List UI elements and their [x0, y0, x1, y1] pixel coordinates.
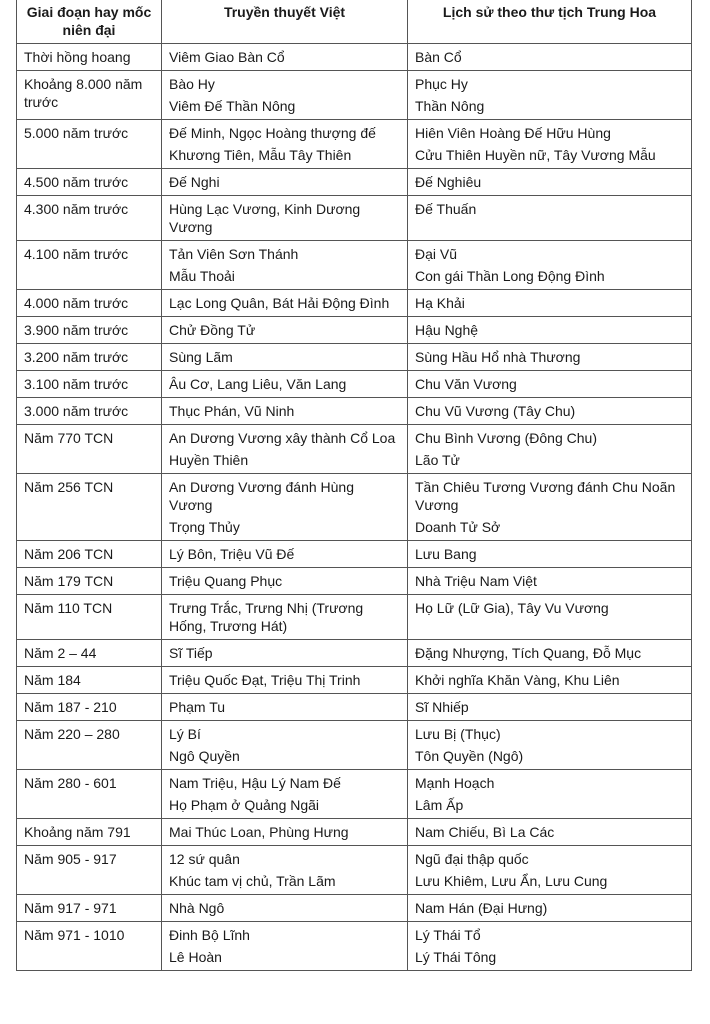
- cell-line: Mai Thúc Loan, Phùng Hưng: [169, 824, 349, 840]
- period-cell: 4.100 năm trước: [17, 241, 162, 290]
- table-row: [17, 770, 692, 819]
- cell-line: Con gái Thần Long Động Đình: [415, 268, 605, 284]
- chinese-history-cell: [408, 344, 692, 371]
- cell-line: Đế Nghi: [169, 174, 220, 190]
- viet-legend-cell: [162, 44, 408, 71]
- cell-line: Âu Cơ, Lang Liêu, Văn Lang: [169, 376, 347, 392]
- cell-line: Hiên Viên Hoàng Đế Hữu Hùng: [415, 125, 611, 141]
- period-cell: 3.900 năm trước: [17, 317, 162, 344]
- table-row: [17, 425, 692, 474]
- cell-line: Họ Phạm ở Quảng Ngãi: [169, 797, 320, 813]
- period-cell: Năm 256 TCN: [17, 474, 162, 541]
- cell-line: Doanh Tử Sở: [415, 519, 501, 535]
- cell-line: Lý Bôn, Triệu Vũ Đế: [169, 546, 295, 562]
- viet-legend-cell: [162, 425, 408, 474]
- period-cell: Năm 2 – 44: [17, 640, 162, 667]
- viet-legend-cell: [162, 317, 408, 344]
- viet-legend-cell: [162, 595, 408, 640]
- cell-line: Sĩ Tiếp: [169, 645, 213, 661]
- chinese-history-cell: [408, 290, 692, 317]
- viet-legend-cell: [162, 474, 408, 541]
- cell-line: Lưu Bang: [415, 546, 477, 562]
- header-period: Giai đoạn hay mốc niên đại: [17, 0, 162, 44]
- viet-legend-cell: [162, 541, 408, 568]
- table-row: [17, 241, 692, 290]
- cell-line: Nam Hán (Đại Hưng): [415, 900, 548, 916]
- viet-legend-cell: [162, 922, 408, 971]
- cell-line: Sĩ Nhiếp: [415, 699, 469, 715]
- cell-line: Thục Phán, Vũ Ninh: [169, 403, 295, 419]
- cell-line: Tần Chiêu Tương Vương đánh Chu Noãn Vương: [415, 479, 676, 513]
- table-row: [17, 196, 692, 241]
- cell-line: Triệu Quang Phục: [169, 573, 283, 589]
- chinese-history-cell: [408, 425, 692, 474]
- chinese-history-cell: [408, 770, 692, 819]
- cell-line: Lạc Long Quân, Bát Hải Động Đình: [169, 295, 390, 311]
- viet-legend-cell: [162, 770, 408, 819]
- cell-line: Khúc tam vị chủ, Trần Lãm: [169, 873, 336, 889]
- cell-line: Hậu Nghệ: [415, 322, 479, 338]
- viet-legend-cell: [162, 169, 408, 196]
- chinese-history-cell: [408, 895, 692, 922]
- period-cell: Năm 206 TCN: [17, 541, 162, 568]
- period-cell: 3.200 năm trước: [17, 344, 162, 371]
- cell-line: Trọng Thủy: [169, 519, 240, 535]
- cell-line: Chử Đồng Tử: [169, 322, 256, 338]
- table-row: [17, 819, 692, 846]
- period-cell: 4.300 năm trước: [17, 196, 162, 241]
- cell-line: Mạnh Hoạch: [415, 775, 495, 791]
- cell-line: Cửu Thiên Huyền nữ, Tây Vương Mẫu: [415, 147, 656, 163]
- cell-line: Ngô Quyền: [169, 748, 240, 764]
- table-row: [17, 846, 692, 895]
- period-cell: 4.000 năm trước: [17, 290, 162, 317]
- cell-line: Thần Nông: [415, 98, 485, 114]
- viet-legend-cell: [162, 667, 408, 694]
- table-row: [17, 44, 692, 71]
- cell-line: Lý Thái Tổ: [415, 927, 481, 943]
- cell-line: Lão Tử: [415, 452, 460, 468]
- period-cell: Năm 280 - 601: [17, 770, 162, 819]
- table-row: [17, 169, 692, 196]
- cell-line: Chu Vũ Vương (Tây Chu): [415, 403, 576, 419]
- chinese-history-cell: [408, 568, 692, 595]
- table-header: [17, 0, 692, 44]
- table-row: [17, 344, 692, 371]
- chinese-history-cell: [408, 595, 692, 640]
- viet-legend-cell: [162, 344, 408, 371]
- cell-line: Nhà Triệu Nam Việt: [415, 573, 537, 589]
- cell-line: Tôn Quyền (Ngô): [415, 748, 524, 764]
- cell-line: Trưng Trắc, Trưng Nhị (Trương Hống, Trương Hát): [169, 600, 364, 634]
- viet-legend-cell: [162, 568, 408, 595]
- cell-line: Lâm Ấp: [415, 797, 464, 813]
- cell-line: Huyền Thiên: [169, 452, 249, 468]
- table-row: [17, 922, 692, 971]
- cell-line: Hạ Khải: [415, 295, 465, 311]
- cell-line: Bàn Cổ: [415, 49, 462, 65]
- chinese-history-cell: [408, 169, 692, 196]
- viet-legend-cell: [162, 241, 408, 290]
- table-row: [17, 721, 692, 770]
- period-cell: Năm 179 TCN: [17, 568, 162, 595]
- cell-line: Đế Thuấn: [415, 201, 477, 217]
- period-cell: Năm 220 – 280: [17, 721, 162, 770]
- header-viet-legend: Truyền thuyết Việt: [162, 0, 408, 44]
- cell-line: Bào Hy: [169, 76, 215, 92]
- period-cell: 3.100 năm trước: [17, 371, 162, 398]
- cell-line: Lưu Bị (Thục): [415, 726, 501, 742]
- viet-legend-cell: [162, 895, 408, 922]
- chinese-history-cell: [408, 694, 692, 721]
- cell-line: Nam Chiếu, Bì La Các: [415, 824, 555, 840]
- cell-line: Ngũ đại thập quốc: [415, 851, 529, 867]
- chinese-history-cell: [408, 667, 692, 694]
- cell-line: Lưu Khiêm, Lưu Ẩn, Lưu Cung: [415, 873, 608, 889]
- cell-line: Mẫu Thoải: [169, 268, 235, 284]
- chinese-history-cell: [408, 640, 692, 667]
- viet-legend-cell: [162, 694, 408, 721]
- cell-line: Chu Bình Vương (Đông Chu): [415, 430, 597, 446]
- chinese-history-cell: [408, 241, 692, 290]
- chinese-history-cell: [408, 371, 692, 398]
- header-row: [17, 0, 692, 44]
- table-row: [17, 474, 692, 541]
- period-cell: Năm 184: [17, 667, 162, 694]
- viet-legend-cell: [162, 120, 408, 169]
- period-cell: 5.000 năm trước: [17, 120, 162, 169]
- cell-line: Nam Triệu, Hậu Lý Nam Đế: [169, 775, 341, 791]
- cell-line: Họ Lữ (Lữ Gia), Tây Vu Vương: [415, 600, 609, 616]
- cell-line: Chu Văn Vương: [415, 376, 517, 392]
- cell-line: Lý Thái Tông: [415, 949, 497, 965]
- cell-line: Đế Nghiêu: [415, 174, 482, 190]
- cell-line: An Dương Vương đánh Hùng Vương: [169, 479, 354, 513]
- period-cell: 4.500 năm trước: [17, 169, 162, 196]
- chinese-history-cell: [408, 71, 692, 120]
- cell-line: Viêm Đế Thần Nông: [169, 98, 296, 114]
- comparison-table: [16, 0, 692, 971]
- period-cell: 3.000 năm trước: [17, 398, 162, 425]
- cell-line: Phục Hy: [415, 76, 468, 92]
- cell-line: An Dương Vương xây thành Cổ Loa: [169, 430, 396, 446]
- table-row: [17, 541, 692, 568]
- viet-legend-cell: [162, 71, 408, 120]
- cell-line: Sùng Hầu Hổ nhà Thương: [415, 349, 581, 365]
- period-cell: Năm 110 TCN: [17, 595, 162, 640]
- chinese-history-cell: [408, 398, 692, 425]
- cell-line: Khương Tiên, Mẫu Tây Thiên: [169, 147, 352, 163]
- cell-line: Nhà Ngô: [169, 900, 225, 916]
- chinese-history-cell: [408, 541, 692, 568]
- period-cell: Năm 905 - 917: [17, 846, 162, 895]
- table-row: [17, 290, 692, 317]
- chinese-history-cell: [408, 846, 692, 895]
- cell-line: Đại Vũ: [415, 246, 458, 262]
- chinese-history-cell: [408, 44, 692, 71]
- table-row: [17, 71, 692, 120]
- table-row: [17, 895, 692, 922]
- chinese-history-cell: [408, 922, 692, 971]
- chinese-history-cell: [408, 819, 692, 846]
- period-cell: Khoảng 8.000 năm trước: [17, 71, 162, 120]
- cell-line: Triệu Quốc Đạt, Triệu Thị Trinh: [169, 672, 361, 688]
- table-body: [17, 44, 692, 971]
- table-row: [17, 120, 692, 169]
- cell-line: Viêm Giao Bàn Cổ: [169, 49, 285, 65]
- viet-legend-cell: [162, 290, 408, 317]
- cell-line: Lý Bí: [169, 726, 201, 742]
- viet-legend-cell: [162, 196, 408, 241]
- table-row: [17, 640, 692, 667]
- table-row: [17, 694, 692, 721]
- cell-line: Tản Viên Sơn Thánh: [169, 246, 299, 262]
- cell-line: Đinh Bộ Lĩnh: [169, 927, 250, 943]
- cell-line: Phạm Tu: [169, 699, 226, 715]
- chinese-history-cell: [408, 196, 692, 241]
- cell-line: Khởi nghĩa Khăn Vàng, Khu Liên: [415, 672, 620, 688]
- viet-legend-cell: [162, 819, 408, 846]
- chinese-history-cell: [408, 474, 692, 541]
- period-cell: Thời hồng hoang: [17, 44, 162, 71]
- viet-legend-cell: [162, 721, 408, 770]
- viet-legend-cell: [162, 640, 408, 667]
- cell-line: 12 sứ quân: [169, 851, 240, 867]
- chinese-history-cell: [408, 721, 692, 770]
- cell-line: Sùng Lãm: [169, 349, 233, 365]
- cell-line: Lê Hoàn: [169, 949, 222, 965]
- header-chinese-history: Lịch sử theo thư tịch Trung Hoa: [408, 0, 692, 44]
- cell-line: Hùng Lạc Vương, Kinh Dương Vương: [169, 201, 361, 235]
- viet-legend-cell: [162, 371, 408, 398]
- table-row: [17, 398, 692, 425]
- viet-legend-cell: [162, 846, 408, 895]
- cell-line: Đế Minh, Ngọc Hoàng thượng đế: [169, 125, 376, 141]
- table-row: [17, 568, 692, 595]
- period-cell: Năm 770 TCN: [17, 425, 162, 474]
- chinese-history-cell: [408, 120, 692, 169]
- table-row: [17, 371, 692, 398]
- period-cell: Năm 971 - 1010: [17, 922, 162, 971]
- period-cell: Năm 917 - 971: [17, 895, 162, 922]
- cell-line: Đặng Nhượng, Tích Quang, Đỗ Mục: [415, 645, 642, 661]
- viet-legend-cell: [162, 398, 408, 425]
- table-row: [17, 595, 692, 640]
- chinese-history-cell: [408, 317, 692, 344]
- table-row: [17, 667, 692, 694]
- period-cell: Năm 187 - 210: [17, 694, 162, 721]
- period-cell: Khoảng năm 791: [17, 819, 162, 846]
- table-row: [17, 317, 692, 344]
